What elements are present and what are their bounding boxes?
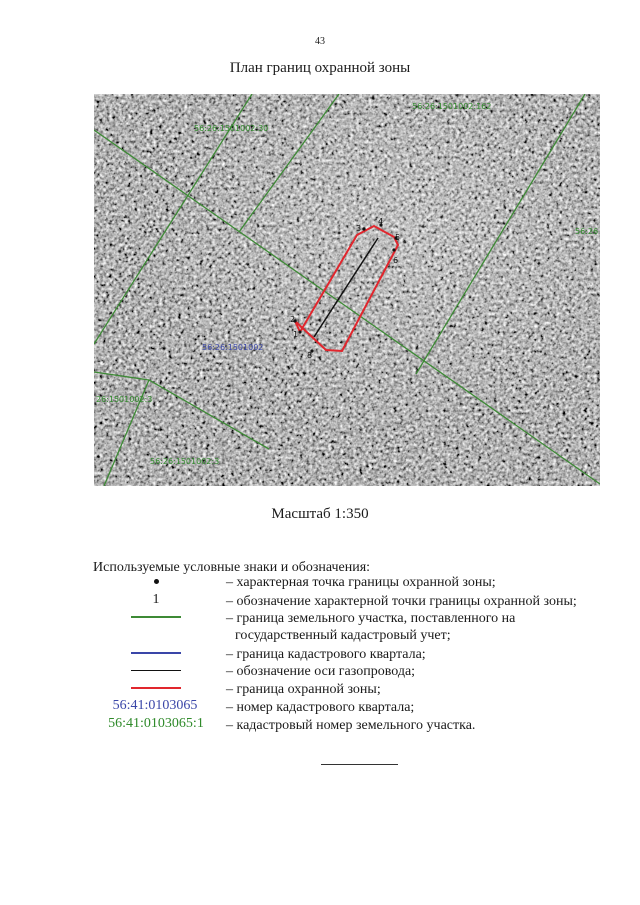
legend-text-point: – характерная точка границы охранной зоны;	[226, 575, 496, 590]
page-title: План границ охранной зоны	[229, 60, 411, 76]
cadastral-quarter-label: 56:26:1501002	[202, 343, 264, 352]
legend-zone-line-symbol	[120, 680, 192, 696]
boundary-point	[392, 248, 395, 251]
boundary-point	[298, 330, 301, 333]
legend-quarter-line-symbol	[120, 645, 192, 661]
legend-point-symbol	[120, 573, 192, 589]
point-label-8: 8	[307, 351, 313, 360]
point-label-6: 6	[393, 256, 399, 265]
legend-axis-line-symbol	[120, 662, 192, 678]
legend-text-parcel-cont: государственный кадастровый учет;	[235, 628, 451, 643]
cadastral-map	[94, 94, 600, 486]
point-label-3: 3	[356, 224, 362, 233]
legend-text-quarter: – граница кадастрового квартала;	[226, 647, 426, 662]
point-label-4: 4	[378, 217, 384, 226]
boundary-point	[362, 227, 365, 230]
point-label-5: 5	[395, 233, 401, 242]
legend-text-quarter-number: – номер кадастрового квартала;	[226, 700, 415, 715]
legend-text-point-number: – обозначение характерной точки границы охранной зоны;	[226, 594, 577, 609]
parcel-number-label: 26:1501002:3	[96, 395, 153, 404]
legend-text-zone: – граница охранной зоны;	[226, 682, 381, 697]
legend-parcel-number-symbol: 56:41:0103065:1	[108, 716, 204, 731]
legend-text-axis: – обозначение оси газопровода;	[226, 664, 416, 679]
legend-text-parcel-number: – кадастровый номер земельного участка.	[226, 718, 476, 733]
point-label-1: 1	[293, 330, 299, 339]
legend-title: Используемые условные знаки и обозначения:	[93, 560, 371, 575]
legend-parcel-line-symbol	[120, 609, 192, 625]
map-scale: Масштаб 1:350	[271, 506, 369, 522]
parcel-number-label: 56:26	[575, 227, 599, 236]
point-label-2: 2	[290, 315, 296, 324]
legend-text-parcel: – граница земельного участка, поставленного на	[226, 611, 516, 626]
parcel-number-label: 56:26:1501002:3	[150, 457, 220, 466]
map-canvas	[94, 94, 600, 486]
parcel-number-label: 56:26:1501002:30	[194, 124, 269, 133]
aerial-photo-highlight	[94, 94, 600, 486]
parcel-number-label: 56:26:1501002:162	[412, 102, 492, 111]
legend-point-number-symbol: 1	[152, 592, 160, 607]
footer-rule	[321, 764, 398, 765]
legend-quarter-number-symbol: 56:41:0103065	[112, 698, 198, 713]
page-number: 43	[315, 36, 325, 47]
